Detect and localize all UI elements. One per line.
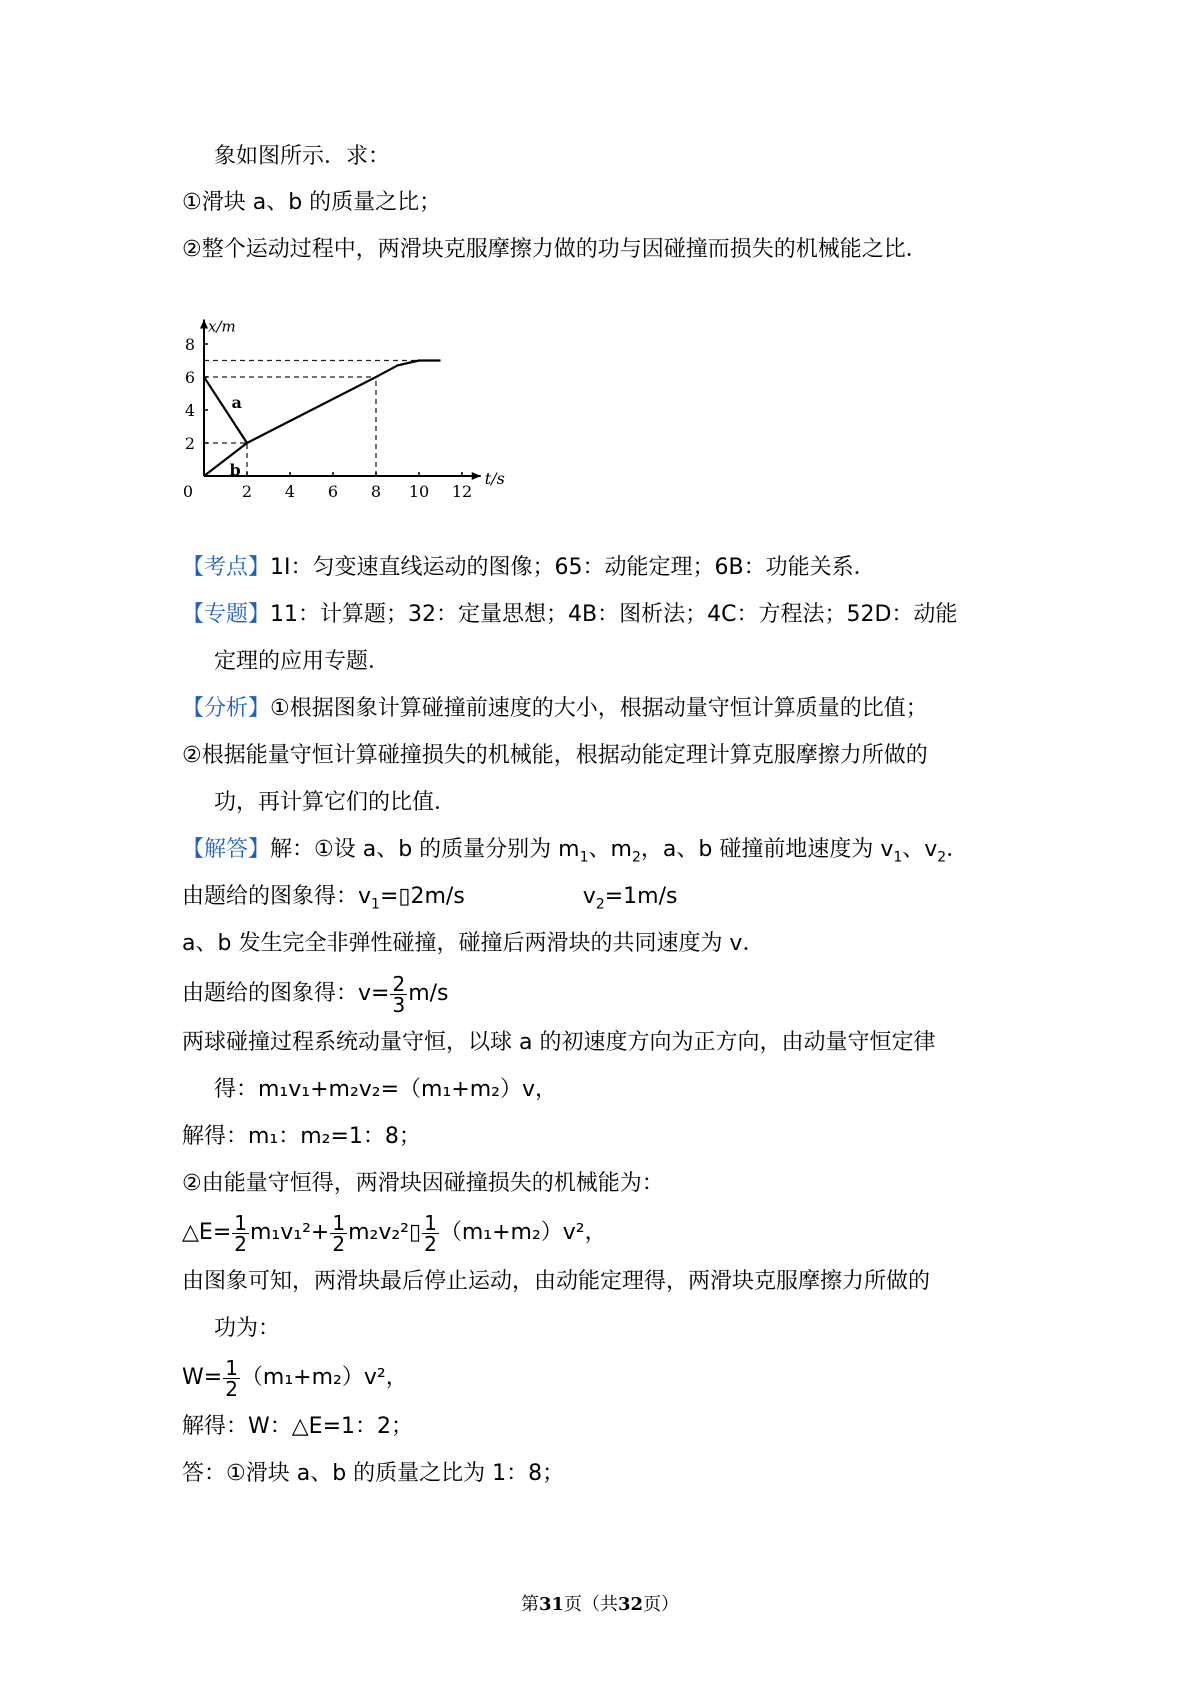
y-axis-arrow (200, 320, 208, 329)
jieda-line-7: 解得：m₁：m₂=1：8； (182, 1124, 421, 1149)
x-tick-label: 8 (370, 482, 382, 501)
fraction (232, 1210, 249, 1256)
jieda-text: m/s (408, 981, 449, 1006)
zhuanti-line (182, 600, 957, 630)
jieda-line-6: 得：m₁v₁+m₂v₂=（m₁+m₂）v， (214, 1077, 557, 1102)
y-tick-label: 6 (184, 368, 196, 387)
jieda-text: （m₁+m₂）v²， (240, 1365, 408, 1390)
jieda-text: △E= (182, 1220, 232, 1245)
kaodian-line (182, 553, 876, 583)
fraction-denominator: 2 (225, 1376, 238, 1401)
jieda-text: ，a、b 碰撞前地速度为 v (640, 837, 894, 862)
jieda-line-8: ②由能量守恒得，两滑块因碰撞损失的机械能为： (182, 1171, 664, 1196)
jieda-text: （m₁+m₂）v²， (439, 1220, 607, 1245)
fraction (422, 1210, 439, 1256)
fenxi-line (182, 694, 928, 724)
jieda-text: 由题给的图象得：v= (182, 981, 390, 1006)
problem-line-2: ①滑块 a、b 的质量之比； (182, 190, 442, 215)
zhuanti-line-2: 定理的应用专题． (214, 649, 391, 674)
jieda-line-12 (182, 1355, 408, 1401)
kaodian-text: 1I：匀变速直线运动的图像；65：动能定理；6B：功能关系． (270, 555, 876, 580)
fraction-numerator: 2 (392, 971, 406, 996)
series-label: b (229, 460, 241, 480)
x-tick-label: 10 (408, 482, 430, 501)
jieda-line-9 (182, 1210, 607, 1256)
footer-page-number: 31 (538, 1594, 564, 1615)
x-tick-label: 12 (451, 482, 473, 501)
y-tick-label: 4 (184, 401, 196, 420)
zhuanti-tag: 【专题】 (182, 602, 271, 627)
jieda-tag: 【解答】 (182, 837, 271, 862)
fraction-numerator: 1 (234, 1210, 247, 1235)
fraction-numerator: 1 (424, 1210, 437, 1235)
x-axis-arrow (472, 472, 481, 480)
jieda-text: ． (946, 837, 969, 862)
fraction-denominator: 2 (234, 1231, 247, 1256)
series-label: a (231, 393, 242, 412)
problem-line-3: ②整个运动过程中，两滑块克服摩擦力做的功与因碰撞而损失的机械能之比． (182, 237, 928, 262)
series-line (247, 361, 441, 444)
fraction (223, 1355, 240, 1401)
footer-text: 页） (643, 1594, 680, 1615)
kaodian-tag: 【考点】 (182, 555, 271, 580)
fraction-denominator: 2 (424, 1231, 437, 1256)
page-footer (0, 1590, 1200, 1616)
fraction-numerator: 1 (332, 1210, 346, 1235)
jieda-text: 由题给的图象得：v (182, 884, 372, 909)
y-axis-label: x/m (208, 317, 236, 336)
y-tick-label: 2 (184, 434, 196, 453)
jieda-line-14: 答：①滑块 a、b 的质量之比为 1：8； (182, 1461, 565, 1486)
jieda-text: v (582, 884, 596, 909)
jieda-text: 解：①设 a、b 的质量分别为 m (270, 837, 580, 862)
position-time-chart (182, 272, 542, 522)
x-tick-label: 2 (241, 482, 253, 501)
jieda-text: m₁v₁²+ (250, 1220, 330, 1245)
x-tick-label: 6 (327, 482, 339, 501)
chart-guides (204, 361, 441, 477)
x-tick-label: 4 (284, 482, 296, 501)
footer-text: 页（共 (564, 1594, 618, 1615)
jieda-line-11: 功为： (214, 1316, 281, 1341)
chart-series (204, 361, 441, 480)
fraction-denominator: 2 (332, 1231, 346, 1256)
jieda-line-1: 【解答】解：①设 a、b 的质量分别为 $m_1$、$m_2$，a、b 碰撞前地速度为 $v_1$、$v_2$． (182, 837, 969, 866)
x-tick-label: 0 (182, 482, 194, 501)
fraction (330, 1210, 347, 1256)
jieda-text: 、m (588, 837, 632, 862)
fenxi-text: ①根据图象计算碰撞前速度的大小，根据动量守恒计算质量的比值； (270, 696, 928, 721)
footer-total-pages: 32 (618, 1594, 644, 1615)
jieda-line-4 (182, 971, 449, 1017)
fenxi-line-3: 功，再计算它们的比值． (214, 790, 457, 815)
fraction-numerator: 1 (225, 1355, 238, 1380)
jieda-line-3: a、b 发生完全非弹性碰撞，碰撞后两滑块的共同速度为 v． (182, 931, 765, 956)
fraction (390, 971, 407, 1017)
zhuanti-text: 11：计算题；32：定量思想；4B：图析法；4C：方程法；52D：动能 (270, 602, 958, 627)
jieda-text: W= (182, 1365, 223, 1390)
x-axis-label: t/s (484, 469, 505, 488)
jieda-line-10: 由图象可知，两滑块最后停止运动，由动能定理得，两滑块克服摩擦力所做的 (182, 1269, 931, 1294)
jieda-text: =▯2m/s (379, 884, 465, 909)
y-tick-label: 8 (184, 335, 196, 354)
footer-text: 第 (520, 1594, 539, 1615)
jieda-text: m₂v₂²▯ (348, 1220, 422, 1245)
jieda-line-2: 由题给的图象得：$v_1=▯2m/s$ $v_2=1m/s$ (182, 884, 678, 913)
fenxi-tag: 【分析】 (182, 696, 271, 721)
chart-axes (200, 318, 505, 489)
jieda-text: 、v (902, 837, 938, 862)
fenxi-line-2: ②根据能量守恒计算碰撞损失的机械能，根据动能定理计算克服摩擦力所做的 (182, 743, 928, 768)
jieda-text: =1m/s (604, 884, 678, 909)
fraction-denominator: 3 (392, 992, 406, 1017)
problem-line-1: 象如图所示．求： (214, 144, 391, 169)
jieda-line-13: 解得：W：△E=1：2； (182, 1414, 414, 1439)
jieda-line-5: 两球碰撞过程系统动量守恒，以球 a 的初速度方向为正方向，由动量守恒定律 (182, 1030, 936, 1055)
